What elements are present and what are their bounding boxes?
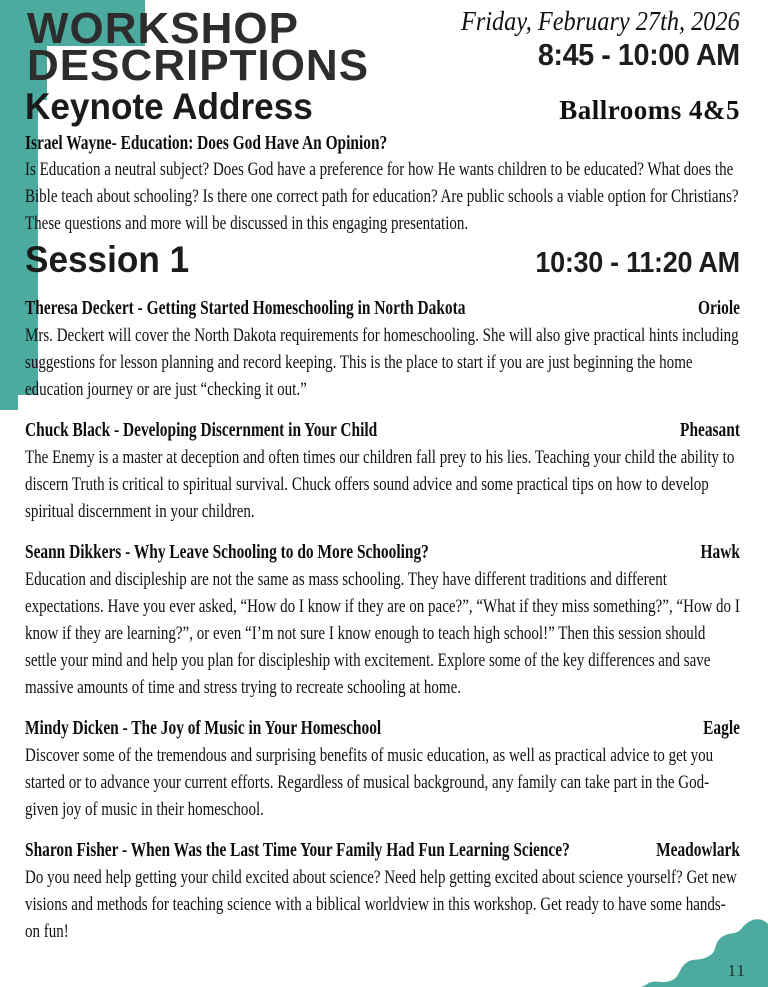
workshop-title: Theresa Deckert - Getting Started Homeschooling in North Dakota <box>25 298 466 319</box>
workshop-title: Mindy Dicken - The Joy of Music in Your Homeschool <box>25 718 382 739</box>
page-title <box>27 4 370 90</box>
event-date: Friday, February 27th, 2026 <box>461 6 740 36</box>
workshop-title-row <box>25 297 740 321</box>
workshop-title-row <box>25 717 740 741</box>
session1-header-row <box>25 239 740 281</box>
workshop-title-row <box>25 541 740 565</box>
page-title-line2: DESCRIPTIONS <box>27 41 370 90</box>
workshop-description: The Enemy is a master at deception and often times our children fall prey to his lies. Teaching your child the ability to discern Truth is critical to spiritual survival. Chuck offers sound advice and some practical tips on how to develop spiritual discernment in your children. <box>25 447 735 522</box>
keynote-room: Ballrooms 4&5 <box>559 95 740 125</box>
keynote-speaker-title: Israel Wayne- Education: Does God Have An Opinion? <box>25 133 388 154</box>
workshop-title-row <box>25 839 740 863</box>
workshop-entry <box>25 839 740 945</box>
workshop-entry <box>25 541 740 701</box>
workshop-room: Eagle <box>703 718 740 739</box>
page-number: 11 <box>727 961 746 980</box>
session1-heading: Session 1 <box>25 239 190 280</box>
header-right <box>430 6 740 73</box>
session1-time: 10:30 - 11:20 AM <box>535 247 740 279</box>
keynote-header-row <box>25 86 740 128</box>
workshop-description: Do you need help getting your child excited about science? Need help getting excited about science yourself? Get new visions and methods for teaching science with a biblical worldview in this workshop. Get ready to have some hands-on fun! <box>25 867 737 942</box>
workshop-title-row <box>25 419 740 443</box>
keynote-description: Is Education a neutral subject? Does God have a preference for how He wants children to be educated? What does the Bible teach about schooling? Is there one correct path for education? Are public schools a viable option for Christians? These questions and more will be discussed in this engaging presentation. <box>25 159 739 234</box>
workshop-title: Sharon Fisher - When Was the Last Time Your Family Had Fun Learning Science? <box>25 840 570 861</box>
workshop-title: Seann Dikkers - Why Leave Schooling to do More Schooling? <box>25 542 429 563</box>
workshop-room: Oriole <box>698 298 740 319</box>
workshop-entry <box>25 297 740 403</box>
page-header <box>25 0 740 90</box>
workshop-room: Meadowlark <box>656 840 740 861</box>
workshop-room: Hawk <box>700 542 740 563</box>
workshop-description: Discover some of the tremendous and surprising benefits of music education, as well as practical advice to get you started or to advance your current efforts. Regardless of musical background, any family can take part in the God-given joy of music in their homeschool. <box>25 745 714 820</box>
workshop-entry <box>25 419 740 525</box>
keynote-title-row <box>25 132 740 156</box>
workshop-title: Chuck Black - Developing Discernment in Your Child <box>25 420 378 441</box>
keynote-time: 8:45 - 10:00 AM <box>538 37 740 72</box>
workshop-description: Mrs. Deckert will cover the North Dakota requirements for homeschooling. She will also give practical hints including suggestions for lesson planning and record keeping. This is the place to start if you are just beginning the home education journey or are just “checking it out.” <box>25 325 739 400</box>
page-title-line1: WORKSHOP <box>27 4 299 53</box>
keynote-heading: Keynote Address <box>25 86 313 127</box>
workshop-room: Pheasant <box>680 420 740 441</box>
workshop-description: Education and discipleship are not the same as mass schooling. They have different traditions and different expectations. Have you ever asked, “How do I know if they are on pace?”, “What if they miss something?”, “How do I know if they are learning?”, or even “I’m not sure I know enough to teach high school!” Then this session should settle your mind and help you plan for discipleship with excitement. Explore some of the key differences and save massive amounts of time and stress trying to recreate schooling at home. <box>25 569 740 698</box>
workshop-entry <box>25 717 740 823</box>
